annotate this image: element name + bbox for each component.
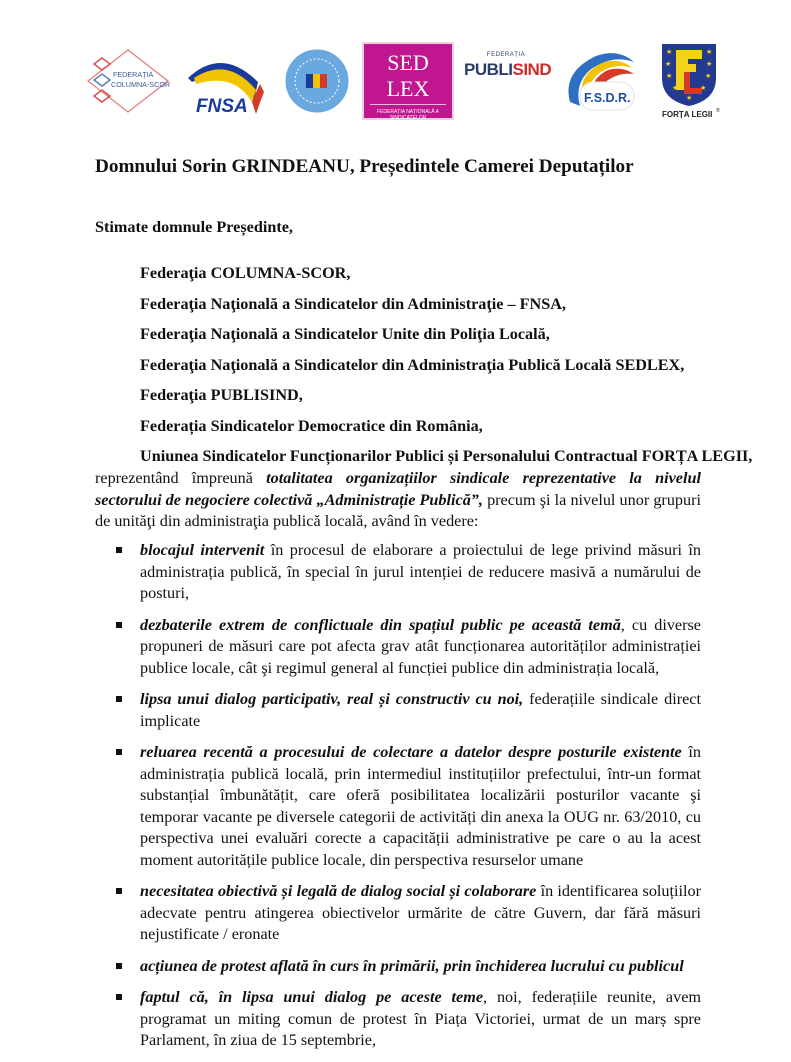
svg-text:★: ★ (672, 85, 679, 92)
federation-item: Federaţia Naţională a Sindicatelor Unite din Poliţia Locală, (140, 325, 550, 343)
politia-locala-logo (282, 42, 352, 120)
svg-text:★: ★ (666, 73, 673, 80)
list-item (116, 881, 701, 946)
bullet-emphasis: blocajul intervenit (140, 541, 265, 559)
intro-text: precum şi la nivelul unor grupuri de unităţi din administraţia publică locală, având în vedere: (95, 490, 701, 530)
logo-strip (84, 42, 724, 136)
bullet-emphasis: necesitatea obiectivă și legală de dialog social și colaborare (140, 882, 537, 900)
svg-text:★: ★ (665, 61, 672, 68)
fsdr-logo (562, 42, 638, 120)
bullet-emphasis: dezbaterile extrem de conflictuale din spațiul public pe această temă (140, 615, 621, 634)
federation-item: Uniunea Sindicatelor Funcționarilor Publici și Personalului Contractual FORȚA LEGII, (140, 447, 753, 465)
bullet-text: , cu diverse propuneri de măsuri care pot afecta grav atât funcționarea autorităților administrației publice locale, cât şi regimul general al funcției publice din administrația locală, (140, 615, 701, 677)
svg-text:®: ® (716, 108, 720, 114)
svg-text:FNSA: FNSA (196, 96, 248, 117)
svg-text:FEDERAȚIA: FEDERAȚIA (113, 70, 154, 79)
federation-list (140, 263, 752, 477)
svg-text:★: ★ (700, 85, 707, 92)
federation-item: Federaţia Naţională a Sindicatelor din Administraţie – FNSA, (140, 294, 566, 313)
bullet-square-icon (116, 749, 122, 755)
svg-text:F.S.D.R.: F.S.D.R. (584, 91, 631, 105)
list-item (116, 540, 701, 605)
considerations-list (116, 540, 701, 1062)
columna-scor-logo (84, 42, 172, 120)
bullet-text: în administrația publică locală, prin intermediul instituțiilor prefectului, într-un format substanțial îmbunătățit, care oferă posibilitatea localizării posturilor vacante şi temporar vacante pe diversele categorii de activități din anexa la OUG nr. 63/2010, cu perspectiva unei evaluări corecte a capacității administrative pe care o au la acest moment autoritățile publice locale, din perspectiva resurselor umane (140, 743, 702, 869)
svg-text:★: ★ (686, 95, 693, 102)
federation-item: Federaţia COLUMNA-SCOR, (140, 264, 351, 282)
bullet-emphasis: faptul că, în lipsa unui dialog pe aceste teme (140, 988, 484, 1006)
sedlex-logo: SED LEX FEDERAȚIA NAȚIONALĂ A SINDICATELOR DIN ADMINISTRAȚIA PUBLICĂ LOCALĂ (362, 42, 454, 120)
svg-text:★: ★ (706, 61, 713, 68)
bullet-text: federațiile sindicale direct implicate (140, 690, 701, 730)
svg-text:★: ★ (706, 49, 713, 56)
list-item (116, 689, 701, 732)
bullet-square-icon (116, 994, 122, 1000)
publisind-logo: FEDERAȚIA PUBLISIND (464, 52, 552, 79)
intro-emphasis: totalitatea organizațiilor sindicale reprezentative la nivelul sectorului de negociere colectivă „Administrație Publică”, (95, 469, 701, 509)
bullet-square-icon (116, 963, 122, 969)
bullet-square-icon (116, 547, 122, 553)
federation-item: Federaţia PUBLISIND, (140, 386, 303, 404)
bullet-emphasis: acțiunea de protest aflată în curs în primării, prin închiderea lucrului cu publicul (140, 956, 684, 975)
svg-text:COLUMNA-SCOR: COLUMNA-SCOR (111, 80, 171, 89)
forta-legii-logo (654, 42, 724, 120)
greeting: Stimate domnule Președinte, (95, 218, 293, 236)
bullet-emphasis: reluarea recentă a procesului de colectare a datelor despre posturile existente (140, 743, 682, 761)
bullet-text: , noi, federațiile reunite, avem programat un miting comun de protest în Piața Victoriei, urmat de un marș spre Parlament, în ziua de 15 septembrie, (140, 988, 701, 1049)
intro-text: reprezentând împreună (95, 469, 267, 487)
federation-item: Federaţia Naţională a Sindicatelor din Administraţia Publică Locală SEDLEX, (140, 355, 685, 374)
svg-text:★: ★ (705, 73, 712, 80)
addressee-title: Domnului Sorin GRINDEANU, Președintele Camerei Deputaților (95, 156, 634, 177)
intro-paragraph (95, 468, 701, 533)
bullet-emphasis: lipsa unui dialog participativ, real și constructiv cu noi, (140, 690, 524, 708)
list-item (116, 615, 701, 680)
bullet-square-icon (116, 696, 122, 702)
bullet-square-icon (116, 622, 122, 628)
bullet-text: în procesul de elaborare a proiectului de lege privind măsuri în administrația publică, în special în jurul intenției de reducere masivă a numărului de posturi, (140, 541, 702, 602)
list-item (116, 742, 701, 871)
list-item (116, 956, 701, 978)
federation-item: Federația Sindicatelor Democratice din România, (140, 416, 483, 435)
list-item (116, 987, 701, 1052)
bullet-text: în identificarea soluțiilor adecvate pentru atingerea obiectivelor urmărite de către Guvern, dar fără măsuri nejustificate / eronate (140, 882, 701, 943)
bullet-square-icon (116, 888, 122, 894)
svg-text:FORȚA LEGII: FORȚA LEGII (662, 110, 713, 119)
svg-text:★: ★ (666, 49, 673, 56)
fnsa-logo (182, 42, 266, 120)
